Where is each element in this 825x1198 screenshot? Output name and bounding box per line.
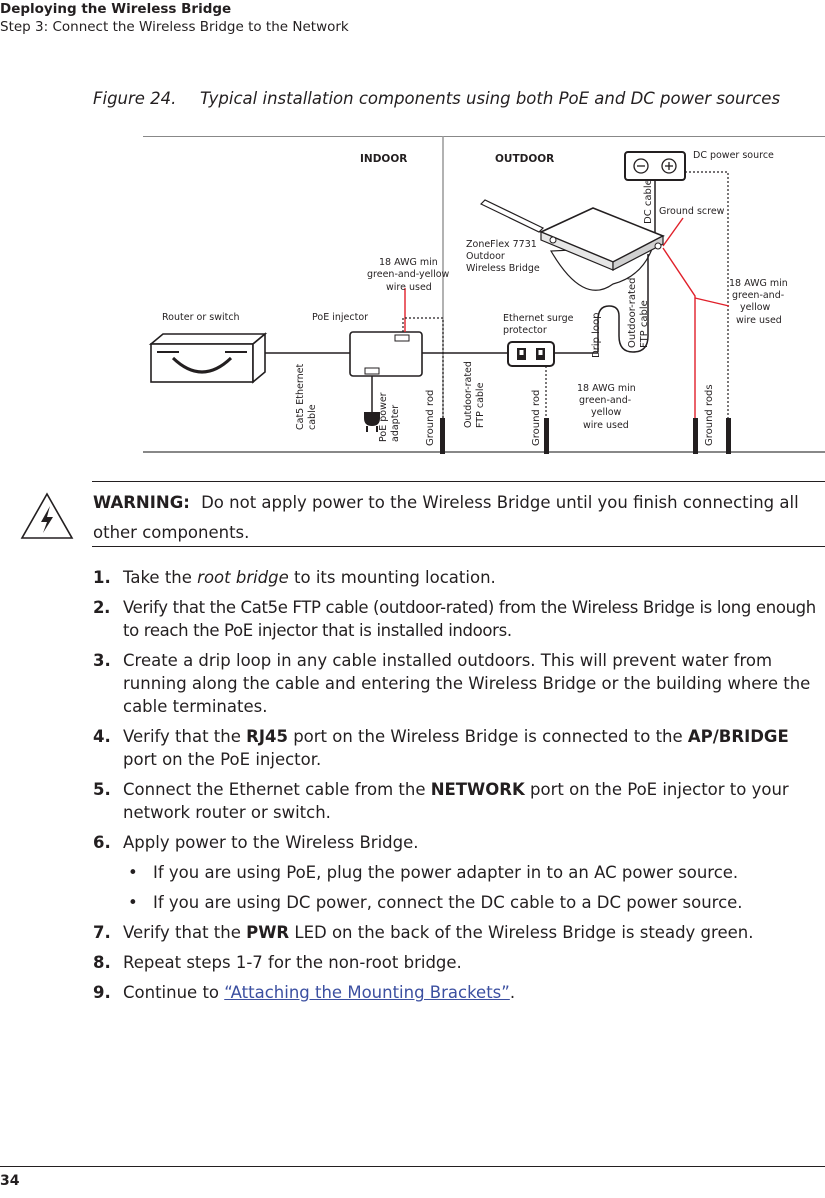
bullet-item <box>123 861 823 884</box>
step-8 <box>93 951 823 974</box>
bridge-ground-wire <box>663 248 695 418</box>
step-3 <box>93 649 823 718</box>
bullet-text: If you are using PoE, plug the power adapter in to an AC power source. <box>153 863 739 882</box>
label-ground-rod-1: Ground rod <box>425 389 436 446</box>
label-cat5-1: Cat5 Ethernet <box>295 363 306 430</box>
label-awg-indoor-3: wire used <box>386 282 432 293</box>
ground-rod-surge <box>544 418 549 454</box>
label-awg-right-3: yellow <box>740 302 771 313</box>
label-awg-mid-2: green-and- <box>579 395 632 406</box>
figure-number: Figure 24. <box>93 89 177 108</box>
label-ftp-mid-2: FTP cable <box>475 382 486 428</box>
step-number: 8. <box>93 953 111 972</box>
surge-protector-icon <box>508 342 554 366</box>
step-number: 9. <box>93 983 111 1002</box>
awg-right-pointer <box>695 298 729 306</box>
step-number: 5. <box>93 780 111 799</box>
step-text: . <box>509 983 516 1002</box>
step-text: Apply power to the Wireless Bridge. <box>123 833 419 852</box>
label-bridge-1: ZoneFlex 7731 <box>466 239 537 250</box>
step-6 <box>93 831 823 914</box>
step-5 <box>93 778 823 824</box>
step-4 <box>93 725 823 771</box>
page-number: 34 <box>0 1173 20 1189</box>
ground-rod-right-1 <box>693 418 698 454</box>
step-text: to its mounting location. <box>288 568 496 587</box>
step-number: 7. <box>93 923 111 942</box>
step-number: 1. <box>93 568 111 587</box>
label-awg-mid-1: 18 AWG min <box>577 383 636 394</box>
router-icon <box>151 334 265 382</box>
figure-title: Typical installation components using both PoE and DC power sources <box>200 89 781 108</box>
bullet-dot: • <box>128 893 138 912</box>
electrical-warning-icon <box>20 492 74 540</box>
step-text: Continue to <box>123 983 225 1002</box>
label-awg-right-1: 18 AWG min <box>729 278 788 289</box>
label-surge-2: protector <box>503 325 547 336</box>
label-ftp-mid-1: Outdoor-rated <box>463 361 474 428</box>
ground-rod-right-2 <box>726 418 731 454</box>
step-text: Repeat steps 1-7 for the non-root bridge. <box>123 953 462 972</box>
step-1 <box>93 566 823 589</box>
step-text: Create a drip loop in any cable installed outdoors. This will prevent water from running along the cable and entering the Wireless Bridge or the building where the cable terminates. <box>123 651 811 716</box>
label-dc-cable: DC cable <box>643 179 654 224</box>
bullet-dot: • <box>128 863 138 882</box>
label-awg-mid-4: wire used <box>583 420 629 431</box>
step-strong: AP/BRIDGE <box>687 727 789 746</box>
label-awg-right-4: wire used <box>736 315 782 326</box>
step-9 <box>93 981 823 1004</box>
label-awg-mid-3: yellow <box>591 407 622 418</box>
label-ground-screw: Ground screw <box>659 206 725 217</box>
warning-top-rule <box>92 481 825 482</box>
label-bridge-2: Outdoor <box>466 251 505 262</box>
running-header <box>0 0 349 36</box>
warning-bottom-rule <box>92 546 825 547</box>
step-text: port on the PoE injector to your network router or switch. <box>123 780 789 822</box>
warning-text: Do not apply power to the Wireless Bridge until you finish connecting all other components. <box>93 493 799 542</box>
label-dc-power-source: DC power source <box>693 150 774 161</box>
step-strong: RJ45 <box>246 727 288 746</box>
step-text: port on the Wireless Bridge is connected to the <box>287 727 688 746</box>
label-ftp-right-2: FTP cable <box>639 300 650 348</box>
label-bridge-3: Wireless Bridge <box>466 263 540 274</box>
step-number: 2. <box>93 598 111 617</box>
bullet-item <box>123 891 823 914</box>
step-text: Verify that the <box>123 727 247 746</box>
step-text: Take the <box>123 568 198 587</box>
step-number: 4. <box>93 727 111 746</box>
step-2 <box>93 596 823 642</box>
step-strong: PWR <box>246 923 290 942</box>
figure-caption <box>93 89 780 108</box>
label-awg-indoor-1: 18 AWG min <box>379 257 438 268</box>
label-cat5-2: cable <box>307 404 318 430</box>
procedure-steps <box>93 566 823 1011</box>
label-indoor: INDOOR <box>360 153 408 165</box>
bullet-text: If you are using DC power, connect the DC cable to a DC power source. <box>153 893 743 912</box>
warning-label: WARNING: <box>93 493 190 512</box>
label-outdoor: OUTDOOR <box>495 153 555 165</box>
ground-rod-indoor <box>440 418 445 454</box>
label-drip-loop: Drip loop <box>591 312 602 358</box>
ground-screw-pointer <box>663 218 683 246</box>
footer-rule <box>0 1166 825 1167</box>
poe-injector-icon <box>350 332 422 376</box>
header-title: Deploying the Wireless Bridge <box>0 1 232 17</box>
step-emphasis: root bridge <box>197 568 289 587</box>
step-number: 3. <box>93 651 111 670</box>
installation-diagram <box>143 136 825 454</box>
warning-notice <box>93 488 813 548</box>
label-poe-injector: PoE injector <box>312 312 369 323</box>
step-text: LED on the back of the Wireless Bridge is steady green. <box>289 923 754 942</box>
label-poe-adapter-2: adapter <box>390 404 401 442</box>
label-ftp-right-1: Outdoor-rated <box>627 277 638 348</box>
label-poe-adapter-1: PoE power <box>378 392 389 442</box>
step-strong: NETWORK <box>430 780 525 799</box>
step-text: Connect the Ethernet cable from the <box>123 780 431 799</box>
attaching-brackets-link[interactable]: “Attaching the Mounting Brackets” <box>224 983 510 1002</box>
label-awg-indoor-2: green-and-yellow <box>367 269 450 280</box>
label-surge-1: Ethernet surge <box>503 313 574 324</box>
label-ground-rod-2: Ground rod <box>531 389 542 446</box>
label-ground-rods: Ground rods <box>704 384 715 446</box>
step-text: port on the PoE injector. <box>123 750 322 769</box>
step-number: 6. <box>93 833 111 852</box>
label-router: Router or switch <box>162 312 240 323</box>
label-awg-right-2: green-and- <box>732 290 785 301</box>
step-text: Verify that the Cat5e FTP cable (outdoor-rated) from the Wireless Bridge is long enough to reach the PoE injector that is installed indoors. <box>123 598 816 640</box>
step-text: Verify that the <box>123 923 247 942</box>
header-subtitle: Step 3: Connect the Wireless Bridge to the Network <box>0 19 349 35</box>
step-7 <box>93 921 823 944</box>
dc-power-source-icon <box>625 152 685 180</box>
